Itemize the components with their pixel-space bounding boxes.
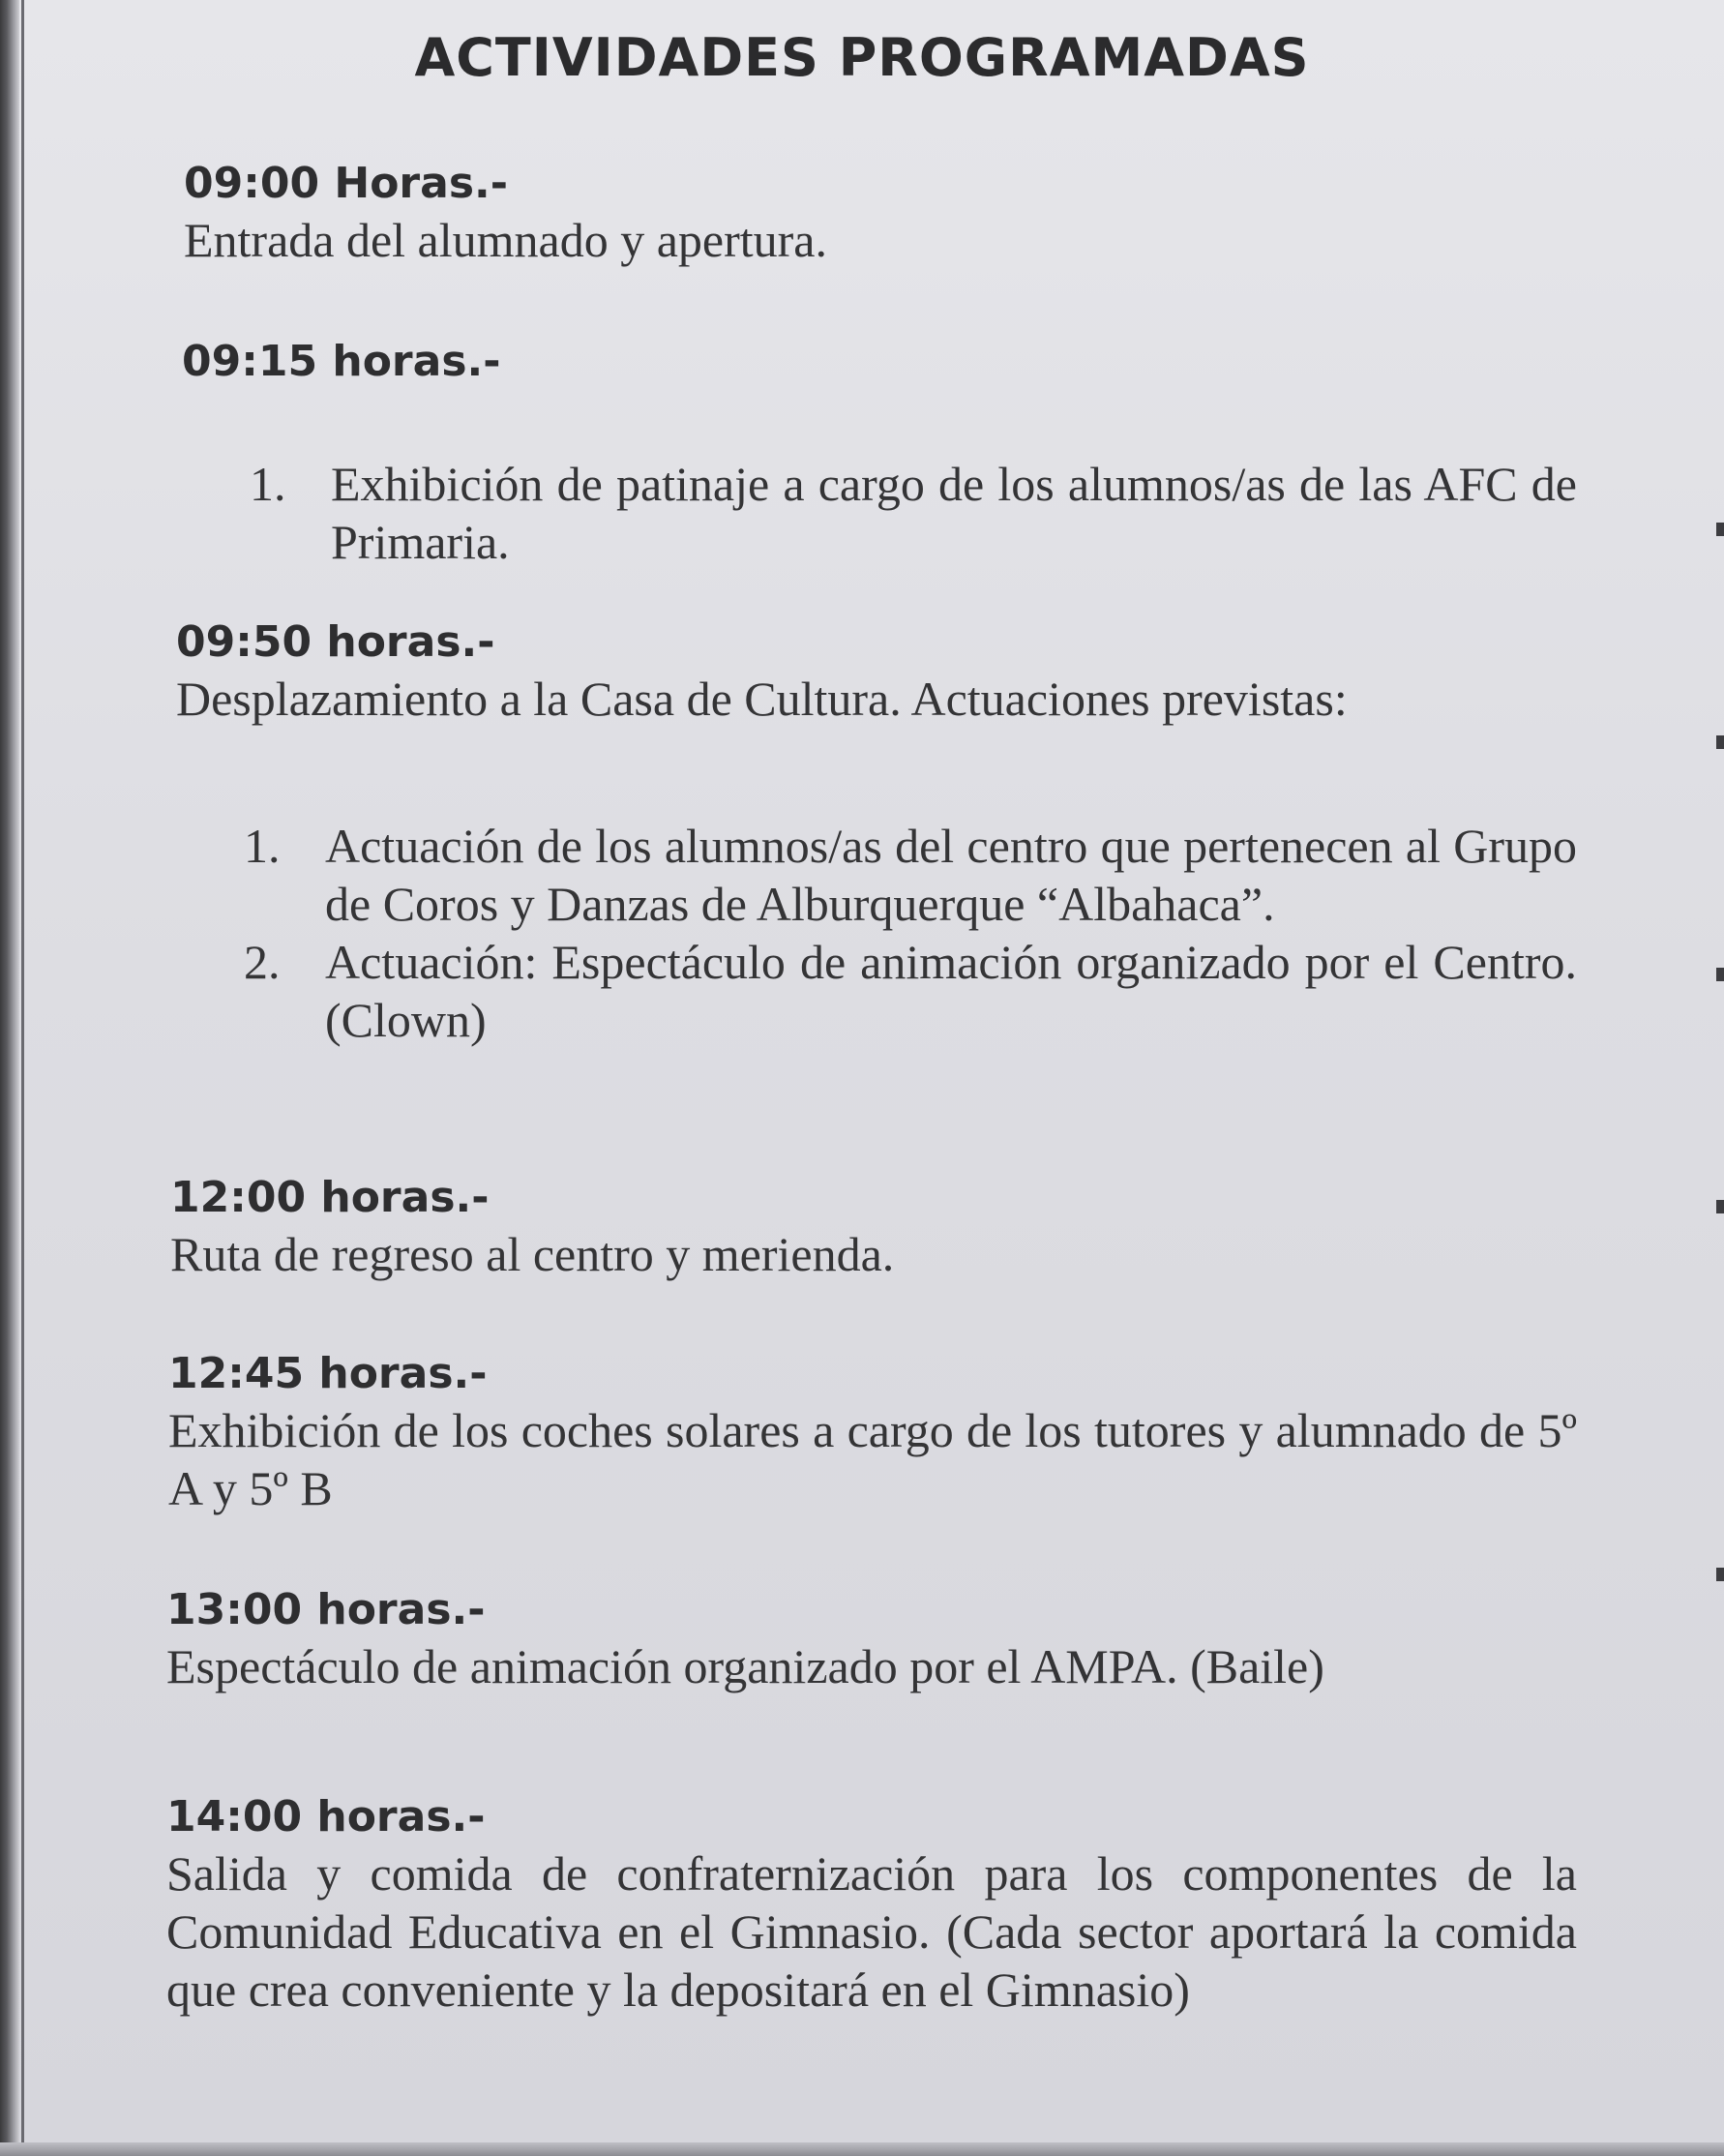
list-number: 1. (250, 457, 286, 511)
edge-mark (1716, 1200, 1724, 1213)
edge-mark (1716, 523, 1724, 536)
slot-time: 13:00 horas.- (166, 1585, 486, 1634)
schedule-slot-1400 (166, 1790, 1577, 2019)
slot-description: Ruta de regreso al centro y merienda. (170, 1227, 895, 1281)
edge-mark (1716, 1568, 1724, 1581)
schedule-slot-0900 (184, 157, 1596, 269)
page-bottom-edge (0, 2142, 1724, 2156)
slot-time: 09:50 horas.- (176, 617, 495, 667)
slot-description: Espectáculo de animación organizado por el AMPA. (Baile) (166, 1639, 1324, 1693)
slot-description: Salida y comida de confraternización para los componentes de la Comunidad Educativa en el Gimnasio. (Cada sector aportará la comida que crea conveniente y la depositará en el Gimnasio) (166, 1846, 1577, 2017)
slot-time: 14:00 horas.- (166, 1792, 486, 1842)
slot-time: 12:45 horas.- (168, 1349, 488, 1398)
list-item-text: Exhibición de patinaje a cargo de los alumnos/as de las AFC de Primaria. (331, 457, 1577, 569)
slot-description: Exhibición de los coches solares a cargo de los tutores y alumnado de 5º A y 5º B (168, 1403, 1577, 1515)
list-number: 1. (244, 819, 281, 873)
schedule-slot-1245 (168, 1347, 1577, 1517)
list-number: 2. (244, 935, 281, 989)
schedule-slot-1200 (170, 1171, 1583, 1283)
activity-list-0915 (250, 455, 1577, 571)
slot-time: 12:00 horas.- (170, 1173, 490, 1222)
page-border-line (21, 0, 24, 2156)
schedule-slot-0915 (182, 335, 1594, 389)
schedule-slot-1300 (166, 1583, 1577, 1695)
edge-mark (1716, 735, 1724, 749)
edge-mark (1716, 968, 1724, 981)
schedule-slot-0950 (176, 615, 1577, 728)
slot-time: 09:00 Horas.- (184, 159, 508, 208)
document-title: ACTIVIDADES PROGRAMADAS (414, 27, 1310, 88)
list-item-text: Actuación: Espectáculo de animación organizado por el Centro. (Clown) (325, 935, 1577, 1047)
slot-description: Desplazamiento a la Casa de Cultura. Actuaciones previstas: (176, 672, 1348, 726)
list-item-text: Actuación de los alumnos/as del centro que pertenecen al Grupo de Coros y Danzas de Alburquerque “Albahaca”. (325, 819, 1577, 931)
slot-time: 09:15 horas.- (182, 337, 501, 386)
list-item (244, 933, 1577, 1049)
activity-list-0950 (244, 817, 1577, 1049)
list-item (244, 817, 1577, 933)
list-item (250, 455, 1577, 571)
slot-description: Entrada del alumnado y apertura. (184, 213, 827, 267)
binder-edge (0, 0, 19, 2156)
